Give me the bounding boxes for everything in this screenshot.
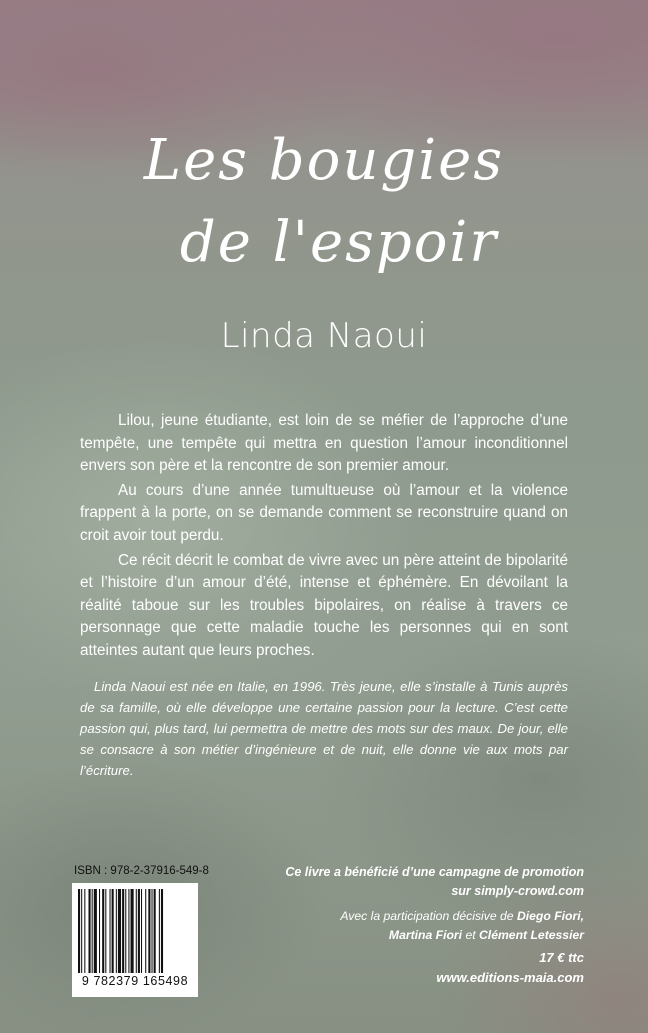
barcode-bar <box>125 889 126 973</box>
barcode-bar <box>105 889 106 973</box>
barcode-bar <box>78 889 80 973</box>
promo-note <box>285 863 584 901</box>
participation-and: et <box>462 928 479 942</box>
author-name: Linda Naoui <box>220 316 428 356</box>
barcode-bar <box>110 889 111 973</box>
barcode-bar <box>152 889 153 973</box>
barcode-bar <box>148 889 150 973</box>
participation-name-2: Martina Fiori <box>388 928 463 942</box>
promo-line-2: sur simply-crowd.com <box>451 884 584 898</box>
barcode-bar <box>99 889 100 973</box>
book-title-line-2: de l'espoir <box>179 210 499 275</box>
barcode-bar <box>141 889 142 973</box>
barcode-bar <box>154 889 156 973</box>
barcode-bar <box>138 889 140 973</box>
synopsis-paragraph-1: Lilou, jeune étudiante, est loin de se méfier de l’approche d’une tempête, une tempête qui mettra en question l’amour inconditionnel envers son père et la rencontre de son premier amour. <box>80 412 568 475</box>
participation-name-1: Diego Fiori, <box>516 909 584 923</box>
book-title-line-1: Les bougies <box>143 128 505 193</box>
barcode-bar <box>145 889 146 973</box>
barcode-bar <box>128 889 129 973</box>
barcode-bar <box>102 889 104 973</box>
synopsis <box>80 410 568 665</box>
participation-name-3: Clément Letessier <box>479 928 584 942</box>
barcode-bar <box>118 889 121 973</box>
synopsis-paragraph-3: Ce récit décrit le combat de vivre avec un père atteint de bipolarité et l’histoire d’un amour d’été, intense et éphémère. En dévoilant la réalité taboue sur les troubles bipolaires, on réalise à travers ce personnage que cette maladie touche les personnes qui en sont atteintes autant que leurs proches. <box>80 551 568 659</box>
barcode-bar <box>92 889 93 973</box>
barcode-bar <box>94 889 97 973</box>
barcode-bar <box>131 889 134 973</box>
barcode-bars <box>76 889 194 973</box>
barcode-bar <box>81 889 82 973</box>
publisher-website: www.editions-maia.com <box>436 970 584 985</box>
participation-prefix: Avec la participation décisive de <box>340 909 517 923</box>
participation-note <box>340 907 584 945</box>
price: 17 € ttc <box>539 950 584 965</box>
barcode-bar <box>116 889 117 973</box>
barcode <box>72 883 198 997</box>
barcode-bar <box>161 889 163 973</box>
synopsis-paragraph-2: Au cours d’une année tumultueuse où l’amour et la violence frappent à la porte, on se demande comment se reconstruire quand on croit avoir tout perdu. <box>80 481 568 544</box>
barcode-bar <box>112 889 114 973</box>
barcode-bar <box>89 889 91 973</box>
barcode-bar <box>136 889 137 973</box>
author-bio: Linda Naoui est née en Italie, en 1996. Très jeune, elle s’installe à Tunis auprès de sa famille, où elle développe une certaine passion pour la lecture. C’est cette passion qui, plus tard, lui permettra de mettre des mots sur des maux. De jour, elle se consacre à son métier d’ingénieure et de nuit, elle donne vie aux mots par l’écriture. <box>80 679 568 778</box>
barcode-bar <box>122 889 124 973</box>
barcode-bar <box>159 889 160 973</box>
barcode-bar <box>84 889 85 973</box>
isbn-label: ISBN : 978-2-37916-549-8 <box>74 865 209 877</box>
promo-line-1: Ce livre a bénéficié d’une campagne de promotion <box>285 865 584 879</box>
barcode-digits: 9 782379 165498 <box>81 974 189 988</box>
